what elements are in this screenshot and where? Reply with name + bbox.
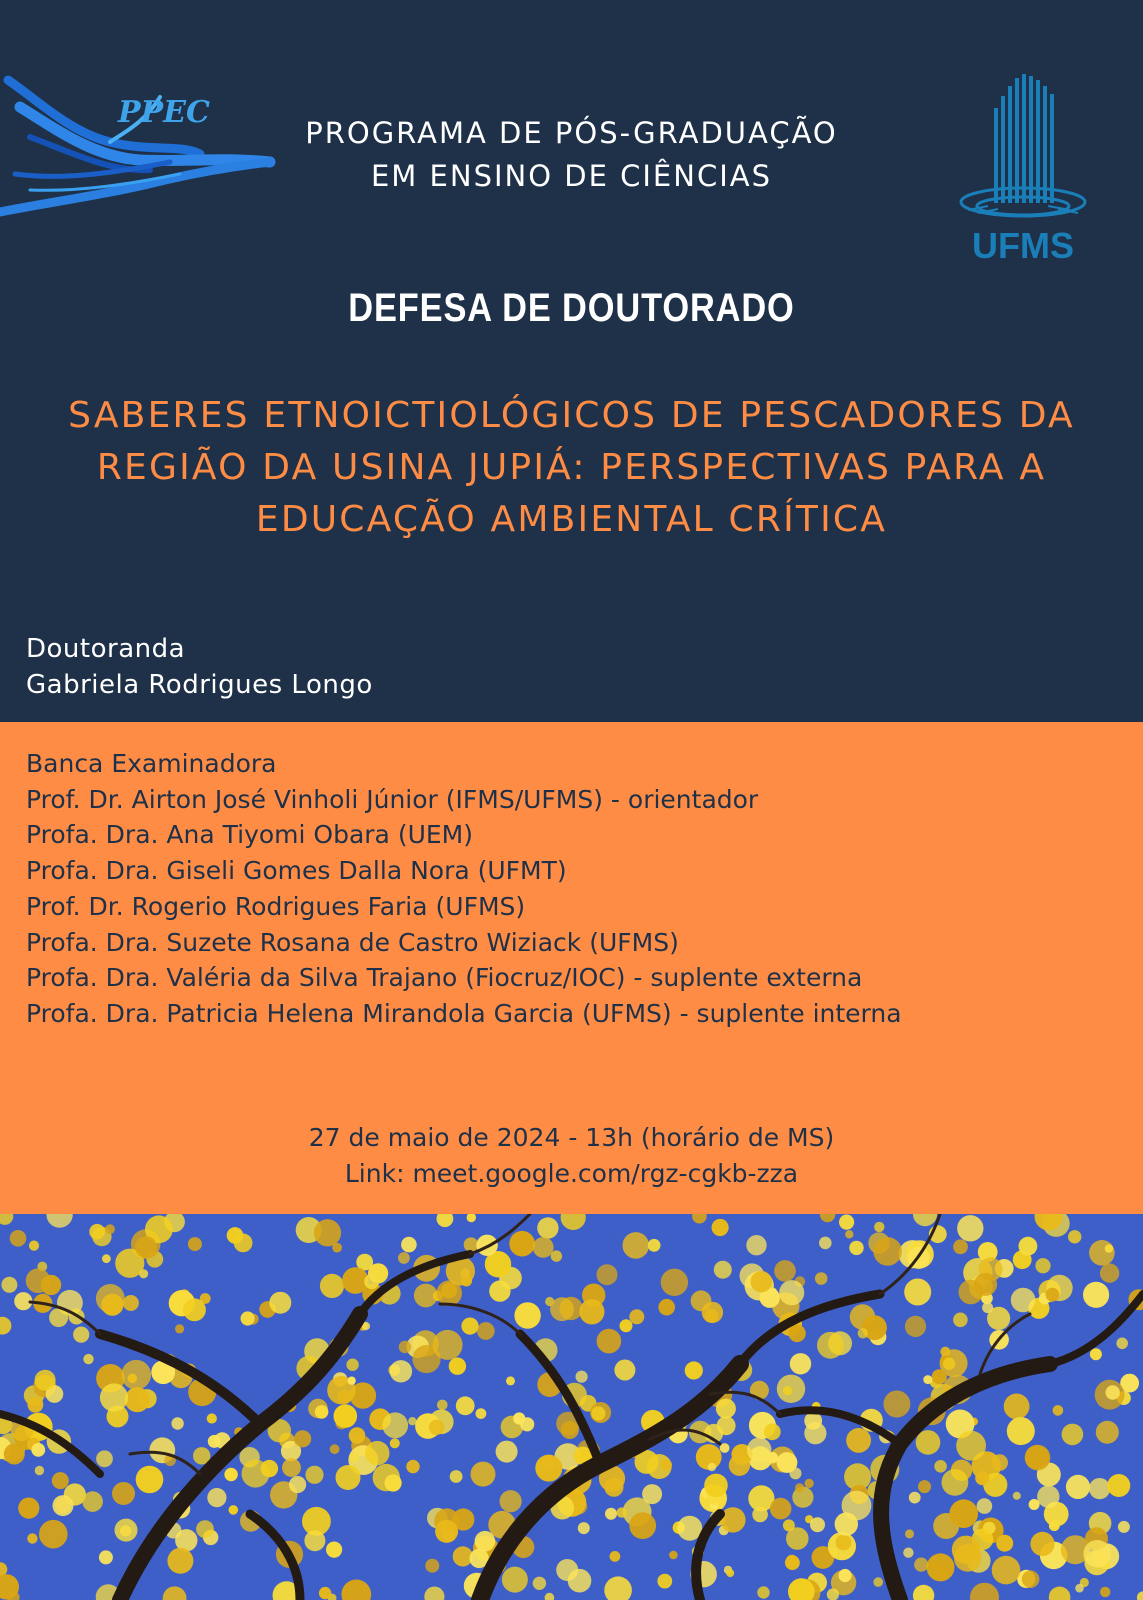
blossom — [509, 1231, 535, 1257]
blossom — [4, 1444, 25, 1465]
candidate-block — [26, 631, 373, 703]
blossom — [932, 1369, 947, 1384]
blossom — [450, 1470, 463, 1483]
blossom — [788, 1325, 805, 1342]
blossom — [1066, 1475, 1090, 1499]
blossom — [873, 1237, 902, 1266]
blossom — [819, 1237, 832, 1250]
blossom — [1011, 1288, 1036, 1313]
blossom — [1083, 1540, 1110, 1567]
blossom — [620, 1319, 633, 1332]
blossom — [770, 1498, 792, 1520]
blossom — [957, 1215, 983, 1241]
blossom — [477, 1322, 495, 1340]
blossom — [336, 1465, 361, 1490]
thesis-title — [40, 390, 1103, 546]
committee-member: Profa. Dra. Valéria da Silva Trajano (Fiocruz/IOC) - suplente externa — [26, 963, 863, 993]
ufms-logo — [958, 70, 1088, 265]
tree-illustration — [0, 1214, 1143, 1600]
committee-member: Profa. Dra. Patricia Helena Mirandola Garcia (UFMS) - suplente interna — [26, 998, 902, 1028]
blossom — [804, 1422, 826, 1444]
blossom — [874, 1222, 884, 1232]
blossom — [347, 1377, 355, 1385]
blossom — [112, 1482, 135, 1505]
blossom — [779, 1280, 804, 1305]
blossom — [783, 1386, 792, 1395]
blossom — [330, 1444, 340, 1454]
blossom — [704, 1474, 728, 1498]
event-date-time: 27 de maio de 2024 - 13h (horário de MS) — [308, 1123, 835, 1152]
blossom — [429, 1420, 444, 1435]
candidate-label: Doutoranda — [26, 634, 186, 664]
blossom — [1025, 1445, 1051, 1471]
blossom — [167, 1548, 193, 1574]
blossom — [568, 1569, 592, 1593]
blossom — [916, 1430, 941, 1455]
blossom — [234, 1234, 253, 1253]
blossom — [135, 1236, 157, 1258]
blossom — [629, 1309, 644, 1324]
blossom — [100, 1383, 128, 1411]
blossom — [294, 1430, 311, 1447]
committee-member: Profa. Dra. Ana Tiyomi Obara (UEM) — [26, 820, 473, 850]
blossom — [1096, 1421, 1119, 1444]
blossom — [83, 1354, 93, 1364]
blossom — [604, 1478, 623, 1497]
blossom — [1022, 1570, 1040, 1588]
blossom — [591, 1406, 605, 1420]
blossom — [1106, 1385, 1120, 1399]
blossom — [685, 1361, 703, 1379]
blossom — [629, 1512, 656, 1539]
blossom — [597, 1329, 622, 1354]
blossom — [610, 1551, 621, 1562]
blossom — [714, 1261, 732, 1279]
blossom — [53, 1495, 74, 1516]
blossom — [96, 1284, 125, 1313]
blossom — [1100, 1264, 1119, 1283]
blossom — [1013, 1492, 1021, 1500]
blossom — [320, 1274, 344, 1298]
blossom — [123, 1295, 139, 1311]
blossom — [425, 1559, 439, 1573]
blossom — [909, 1492, 921, 1504]
blossom — [242, 1460, 270, 1488]
blossom — [29, 1241, 39, 1251]
blossom — [326, 1542, 342, 1558]
thesis-title-line3: EDUCAÇÃO AMBIENTAL CRÍTICA — [255, 499, 888, 540]
candidate-name: Gabriela Rodrigues Longo — [26, 670, 373, 700]
blossom — [1019, 1237, 1038, 1256]
blossom — [712, 1219, 729, 1236]
blossom — [1035, 1258, 1050, 1273]
header-section — [0, 0, 1143, 722]
blossom — [785, 1555, 800, 1570]
blossom — [578, 1522, 590, 1534]
blossom — [73, 1327, 89, 1343]
blossom — [708, 1463, 717, 1472]
blossom — [125, 1387, 150, 1412]
blossom — [500, 1490, 522, 1512]
blossom — [1116, 1338, 1128, 1350]
committee-member: Profa. Dra. Giseli Gomes Dalla Nora (UFMT) — [26, 856, 567, 886]
blossom — [614, 1360, 635, 1381]
blossom — [657, 1574, 672, 1589]
blossom — [35, 1466, 44, 1475]
blossom — [835, 1512, 858, 1535]
blossom — [849, 1241, 863, 1255]
blossom — [390, 1360, 412, 1382]
blossom — [1075, 1584, 1084, 1593]
committee-member: Prof. Dr. Rogerio Rodrigues Faria (UFMS) — [26, 891, 526, 921]
blossom — [953, 1313, 968, 1328]
blossom — [790, 1467, 802, 1479]
committee-section — [0, 722, 1143, 1214]
blossom — [449, 1358, 466, 1375]
program-name-line1: PROGRAMA DE PÓS-GRADUAÇÃO — [305, 116, 838, 150]
blossom — [99, 1550, 113, 1564]
blossom — [105, 1224, 115, 1234]
blossom — [1004, 1394, 1030, 1420]
blossom — [456, 1396, 475, 1415]
blossom — [839, 1569, 852, 1582]
blossom — [642, 1484, 662, 1504]
blossom — [382, 1412, 408, 1438]
blossom — [661, 1459, 672, 1470]
blossom — [905, 1529, 914, 1538]
committee-heading: Banca Examinadora — [26, 749, 277, 778]
blossom — [514, 1302, 540, 1328]
blossom — [506, 1376, 515, 1385]
blossom — [52, 1472, 69, 1489]
blossom — [720, 1507, 745, 1532]
meeting-link[interactable]: Link: meet.google.com/rgz-cgkb-zza — [344, 1159, 799, 1188]
blossom — [398, 1252, 410, 1264]
blossom — [977, 1498, 993, 1514]
blossom — [757, 1586, 769, 1598]
blossom — [836, 1535, 852, 1551]
blossom — [934, 1460, 947, 1473]
blossom — [41, 1275, 61, 1295]
ppec-logo-text: PPEC — [118, 95, 210, 130]
blossom — [364, 1274, 379, 1289]
blossom — [1007, 1417, 1035, 1445]
blossom — [648, 1239, 661, 1252]
blossom — [1118, 1521, 1130, 1533]
blossom — [269, 1292, 291, 1314]
blossom — [923, 1375, 932, 1384]
event-schedule — [0, 1120, 1143, 1192]
blossom — [82, 1491, 103, 1512]
blossom — [365, 1441, 389, 1465]
blossom — [207, 1488, 226, 1507]
blossom — [953, 1239, 968, 1254]
blossom — [27, 1533, 37, 1543]
blossom — [314, 1219, 341, 1246]
blossom — [289, 1476, 306, 1493]
blossom — [35, 1370, 56, 1391]
blossom — [399, 1341, 411, 1353]
blossom — [31, 1443, 45, 1457]
blossom — [136, 1466, 164, 1494]
blossom — [949, 1499, 978, 1528]
blossom — [996, 1535, 1013, 1552]
blossom — [1062, 1424, 1084, 1446]
blossom — [905, 1316, 926, 1337]
blossom — [305, 1466, 323, 1484]
thesis-title-line1: SABERES ETNOICTIOLÓGICOS DE PESCADORES DA — [68, 395, 1075, 436]
blossom — [401, 1237, 417, 1253]
blossom — [475, 1531, 496, 1552]
blossom — [121, 1360, 151, 1390]
committee-list — [26, 746, 902, 1032]
blossom — [956, 1431, 986, 1461]
blossom — [96, 1450, 113, 1467]
blossom — [597, 1264, 618, 1285]
blossom — [975, 1471, 989, 1485]
blossom — [982, 1302, 993, 1313]
blossom — [817, 1332, 844, 1359]
committee-member: Profa. Dra. Suzete Rosana de Castro Wiziack (UFMS) — [26, 927, 679, 957]
blossom — [783, 1519, 795, 1531]
blossom — [992, 1556, 1021, 1585]
blossom — [1089, 1478, 1110, 1499]
blossom — [704, 1309, 718, 1323]
blossom — [476, 1408, 487, 1419]
blossom — [461, 1275, 472, 1286]
blossom — [858, 1328, 868, 1338]
blossom — [18, 1498, 39, 1519]
blossom — [805, 1479, 814, 1488]
blossom — [1083, 1282, 1109, 1308]
blossom — [943, 1358, 955, 1370]
blossom — [795, 1483, 804, 1492]
blossom — [535, 1455, 562, 1482]
blossom — [790, 1353, 811, 1374]
blossom — [764, 1423, 781, 1440]
event-kind: DEFESA DE DOUTORADO — [348, 286, 795, 330]
blossom — [334, 1404, 358, 1428]
blossom — [304, 1530, 325, 1551]
blossom — [229, 1505, 239, 1515]
blossom — [224, 1468, 237, 1481]
blossom — [752, 1507, 768, 1523]
program-name-line2: EM ENSINO DE CIÊNCIAS — [370, 159, 773, 193]
blossom — [496, 1441, 518, 1463]
blossom — [171, 1417, 183, 1429]
blossom — [349, 1427, 366, 1444]
blossom — [537, 1217, 558, 1238]
blossom — [435, 1520, 458, 1543]
blossom — [937, 1567, 948, 1578]
blossom — [1053, 1405, 1064, 1416]
blossom — [1089, 1240, 1115, 1266]
blossom — [873, 1577, 883, 1587]
blossom — [406, 1460, 419, 1473]
program-name — [250, 112, 893, 198]
blossom — [533, 1577, 546, 1590]
blossom — [747, 1438, 772, 1463]
blossom — [28, 1397, 44, 1413]
blossom — [1090, 1348, 1102, 1360]
blossom — [617, 1507, 627, 1517]
blossom — [716, 1399, 736, 1419]
blossom — [669, 1551, 678, 1560]
blossom — [942, 1469, 969, 1496]
blossom — [561, 1421, 579, 1439]
blossom — [533, 1237, 554, 1258]
blossom — [282, 1458, 301, 1477]
blossom — [513, 1412, 525, 1424]
blossom — [437, 1400, 448, 1411]
blossom — [390, 1438, 400, 1448]
blossom — [1029, 1499, 1040, 1510]
yellow-ipe-tree-photo — [0, 1214, 1143, 1600]
blossom — [1100, 1587, 1110, 1597]
blossom — [658, 1299, 675, 1316]
blossom — [464, 1237, 479, 1252]
blossom — [815, 1272, 828, 1285]
blossom — [774, 1260, 796, 1282]
blossom — [433, 1330, 463, 1360]
ppec-logo — [0, 62, 280, 242]
blossom — [974, 1273, 997, 1296]
blossom — [746, 1235, 766, 1255]
blossom — [918, 1480, 931, 1493]
blossom — [502, 1567, 528, 1593]
blossom — [623, 1232, 650, 1259]
blossom — [89, 1224, 105, 1240]
blossom — [579, 1299, 604, 1324]
blossom — [461, 1318, 478, 1335]
blossom — [315, 1405, 329, 1419]
blossom — [1037, 1485, 1059, 1507]
blossom — [1105, 1244, 1113, 1252]
blossom — [1046, 1288, 1060, 1302]
blossom — [726, 1569, 734, 1577]
blossom — [489, 1280, 510, 1301]
blossom — [102, 1254, 111, 1263]
blossom — [183, 1298, 206, 1321]
blossom — [751, 1271, 773, 1293]
blossom — [903, 1548, 913, 1558]
blossom — [10, 1230, 27, 1247]
blossom — [385, 1474, 402, 1491]
blossom — [1030, 1532, 1054, 1556]
blossom — [196, 1520, 214, 1538]
blossom — [914, 1558, 928, 1572]
blossom — [346, 1359, 358, 1371]
committee-member: Prof. Dr. Airton José Vinholi Júnior (IFMS/UFMS) - orientador — [26, 784, 759, 814]
blossom — [207, 1413, 217, 1423]
blossom — [1, 1277, 17, 1293]
blossom — [319, 1587, 331, 1599]
blossom — [846, 1428, 871, 1453]
blossom — [1068, 1230, 1081, 1243]
blossom — [115, 1519, 138, 1542]
blossom — [845, 1230, 853, 1238]
blossom — [605, 1508, 617, 1520]
blossom — [883, 1391, 910, 1418]
ufms-logo-text: UFMS — [972, 225, 1074, 265]
blossom — [904, 1279, 931, 1306]
blossom — [576, 1371, 588, 1383]
blossom — [1107, 1474, 1130, 1497]
blossom — [729, 1455, 750, 1476]
blossom — [810, 1517, 825, 1532]
blossom — [940, 1347, 950, 1357]
blossom — [39, 1520, 68, 1549]
thesis-title-line2: REGIÃO DA USINA JUPIÁ: PERSPECTIVAS PARA A — [96, 447, 1047, 488]
blossom — [931, 1561, 940, 1570]
blossom — [471, 1462, 496, 1487]
blossom — [550, 1297, 574, 1321]
blossom — [962, 1554, 972, 1564]
blossom — [188, 1237, 202, 1251]
blossom — [349, 1453, 359, 1463]
blossom — [661, 1269, 688, 1296]
blossom — [839, 1215, 854, 1230]
blossom — [414, 1284, 438, 1308]
blossom — [241, 1311, 255, 1325]
blossom — [175, 1324, 184, 1333]
